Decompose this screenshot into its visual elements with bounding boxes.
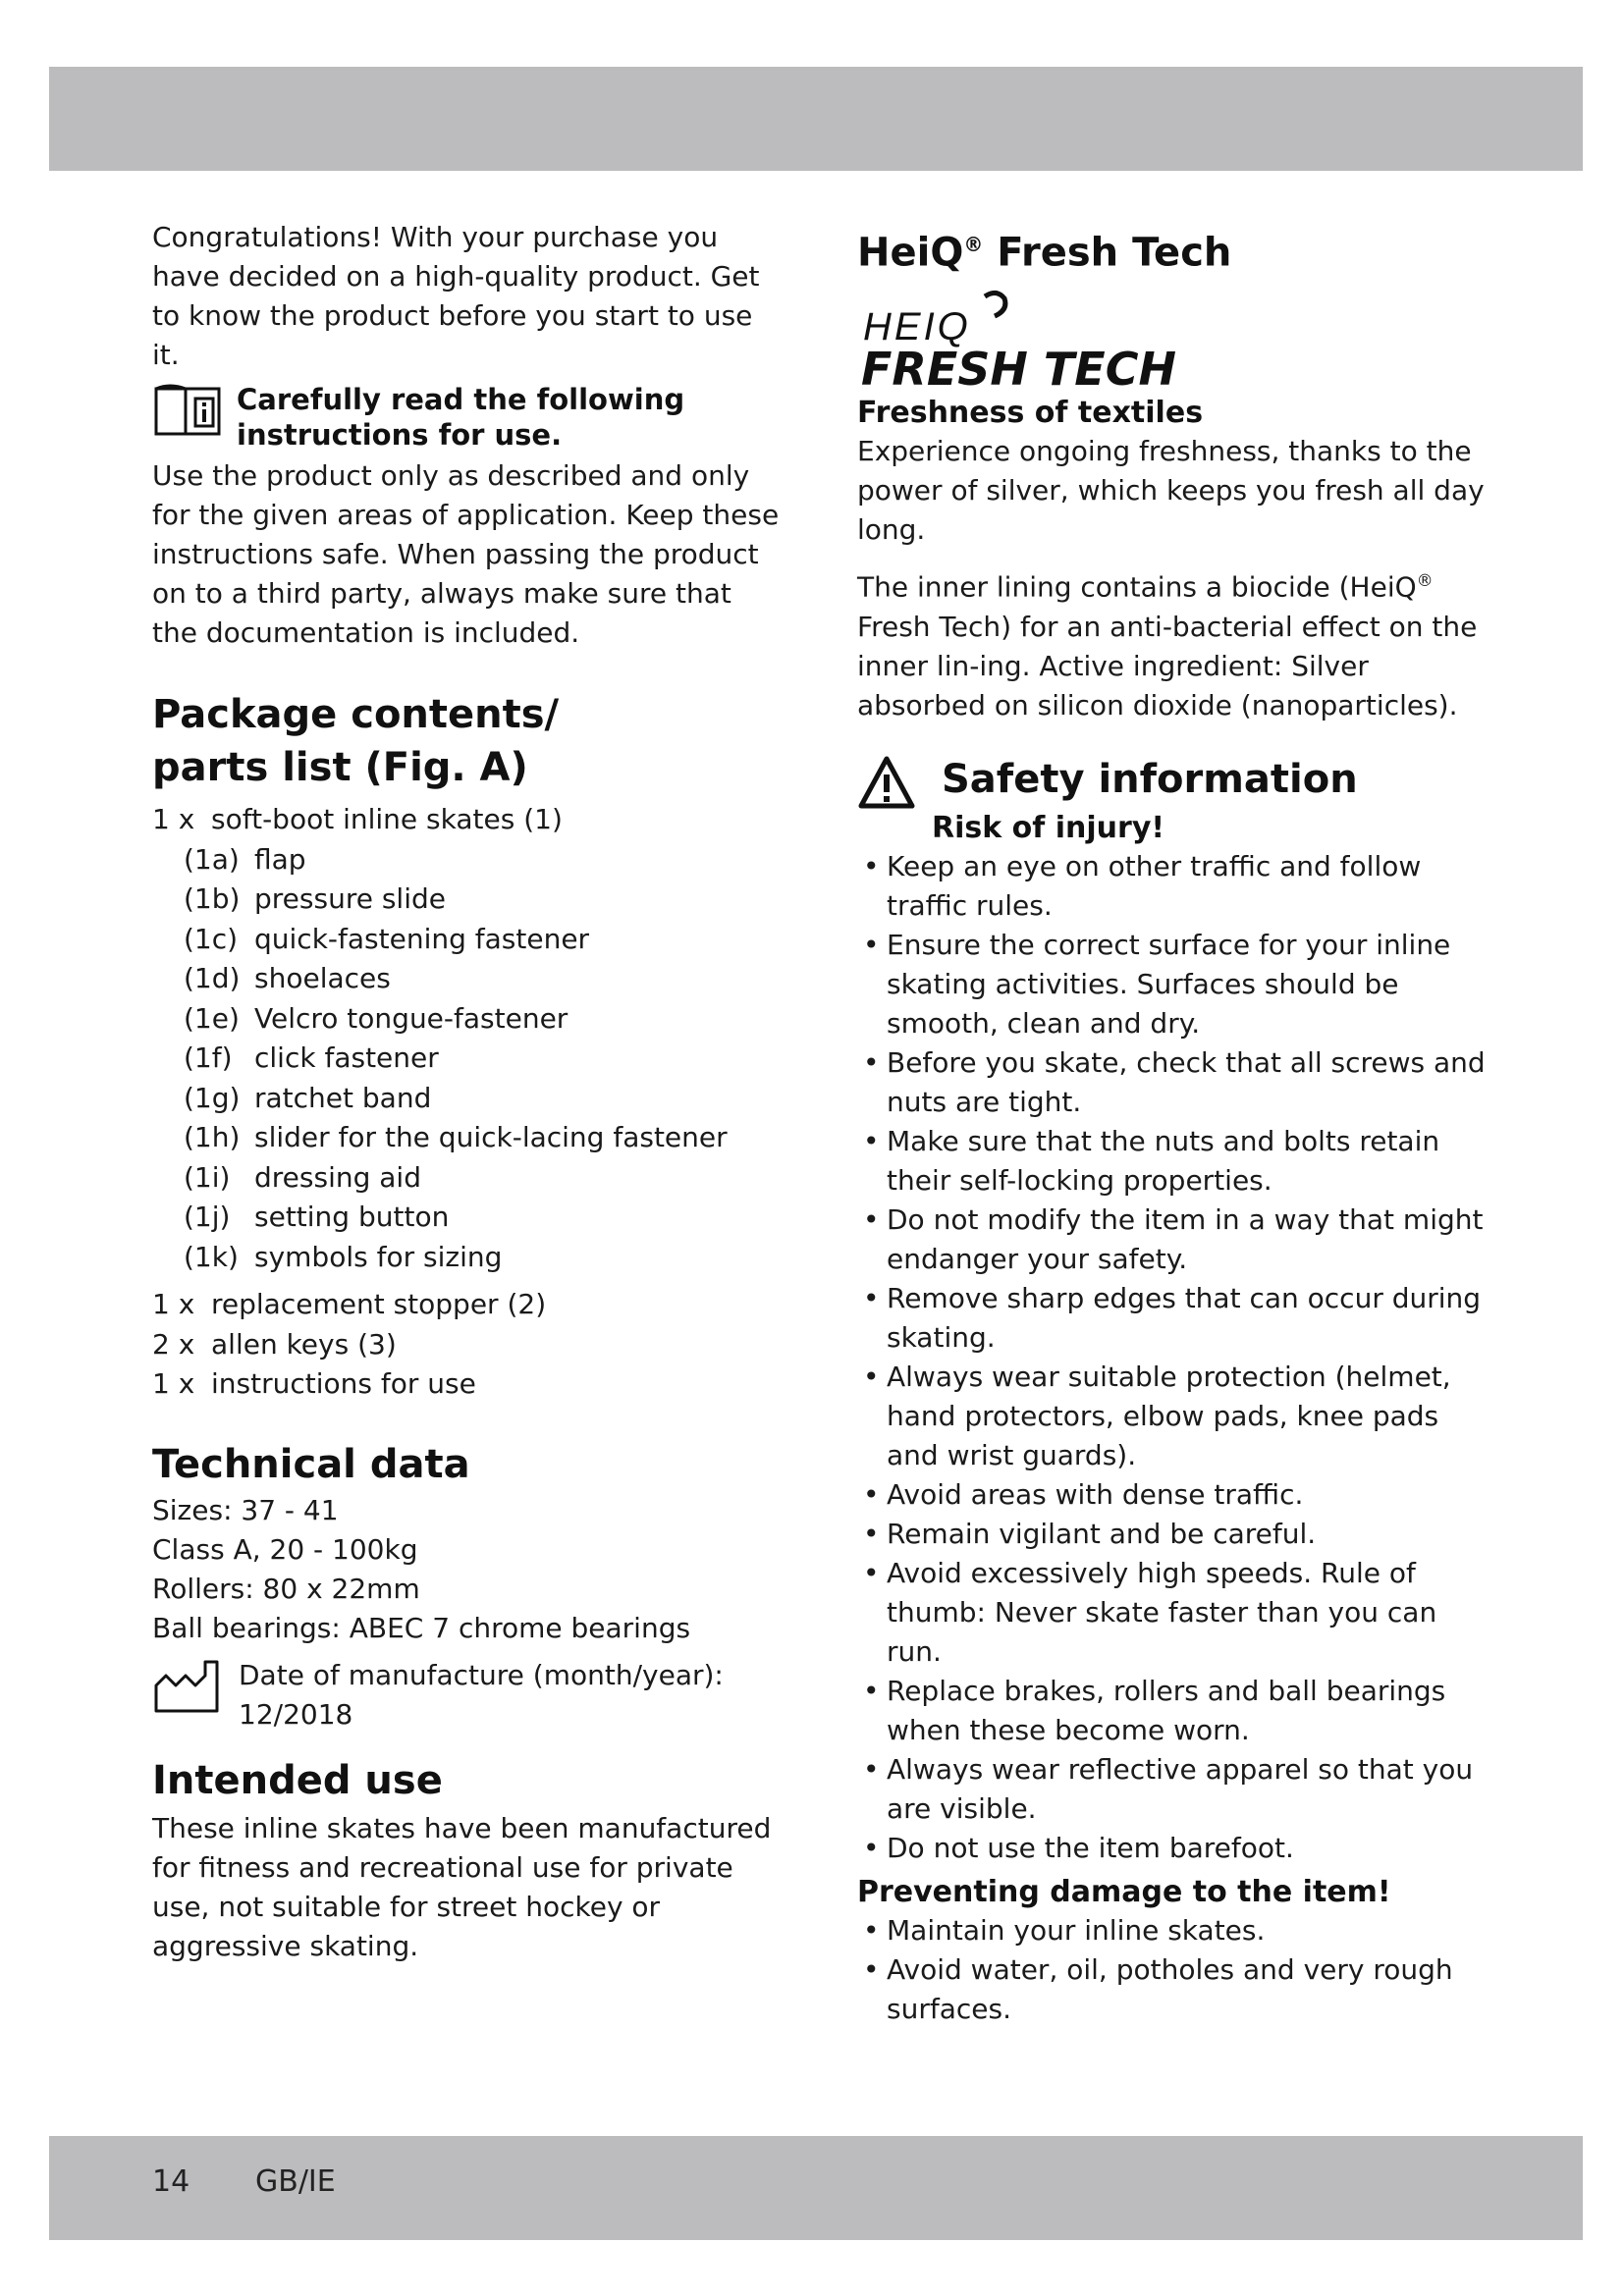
- subpart-row: [152, 999, 781, 1040]
- package-heading-line1: Package contents/: [152, 692, 560, 737]
- other-item-row: [152, 1285, 781, 1325]
- risk-subheading: Risk of injury!: [932, 810, 1165, 845]
- item-qty: 1 x: [152, 1367, 195, 1400]
- damage-item: • Maintain your inline skates.: [857, 1911, 1486, 1950]
- technical-line: Class A, 20 - 100kg: [152, 1532, 418, 1566]
- other-item-row: [152, 1364, 781, 1405]
- subpart-row: [152, 880, 781, 920]
- factory-icon: [152, 1656, 225, 1717]
- parts-list: [152, 800, 781, 1405]
- subpart-code: (1b): [184, 882, 241, 915]
- damage-list: [857, 1911, 1486, 2029]
- left-column: [152, 218, 781, 1966]
- heiq-para1: Experience ongoing freshness, thanks to the power of silver, which keeps you fresh all day long.: [857, 435, 1485, 547]
- subpart-label: flap: [254, 842, 306, 876]
- subpart-row: [152, 1158, 781, 1199]
- subpart-code: (1j): [184, 1201, 231, 1233]
- safety-item: • Remain vigilant and be careful.: [857, 1515, 1486, 1554]
- subpart-code: (1a): [184, 842, 240, 876]
- safety-item: • Always wear suitable protection (helmet, hand protectors, elbow pads, knee pads and wrist guards).: [857, 1358, 1486, 1475]
- damage-item: • Avoid water, oil, potholes and very rough surfaces.: [857, 1950, 1486, 2029]
- technical-section: [152, 1438, 781, 1735]
- technical-lines: [152, 1491, 781, 1648]
- subparts-list: [152, 840, 781, 1278]
- safety-list: [857, 847, 1486, 1868]
- safety-item: • Keep an eye on other traffic and follow traffic rules.: [857, 847, 1486, 926]
- other-item-row: [152, 1325, 781, 1365]
- right-column: [857, 218, 1486, 2029]
- manufacture-date: 12/2018: [239, 1697, 353, 1731]
- subpart-code: (1c): [184, 922, 239, 955]
- package-heading-line2: parts list (Fig. A): [152, 745, 528, 790]
- subpart-row: [152, 959, 781, 999]
- safety-heading: Safety information: [942, 756, 1358, 802]
- safety-item: • Always wear reflective apparel so that you are visible.: [857, 1750, 1486, 1829]
- subpart-code: (1d): [184, 962, 241, 994]
- subpart-label: dressing aid: [254, 1160, 421, 1194]
- manufacture-date-block: [152, 1656, 781, 1735]
- item-qty: 2 x: [152, 1327, 195, 1361]
- subpart-label: symbols for sizing: [254, 1240, 503, 1273]
- technical-heading: Technical data: [152, 1441, 470, 1487]
- subpart-label: slider for the quick-lacing fastener: [254, 1121, 728, 1153]
- safety-item: • Avoid excessively high speeds. Rule of thumb: Never skate faster than you can run.: [857, 1554, 1486, 1672]
- main-item: 1 x soft-boot inline skates (1): [152, 803, 563, 835]
- package-section: [152, 688, 781, 1405]
- safety-item: • Do not use the item barefoot.: [857, 1829, 1486, 1868]
- subpart-code: (1e): [184, 1001, 240, 1035]
- subpart-row: [152, 1238, 781, 1278]
- safety-item: • Make sure that the nuts and bolts retain their self-locking properties.: [857, 1122, 1486, 1201]
- page-number: 14: [152, 2164, 190, 2199]
- subpart-label: quick-fastening fastener: [254, 922, 590, 955]
- subpart-label: shoelaces: [254, 962, 391, 994]
- safety-item: • Before you skate, check that all screws and nuts are tight.: [857, 1043, 1486, 1122]
- subpart-row: [152, 920, 781, 960]
- subpart-code: (1f): [184, 1041, 233, 1074]
- safety-item: • Ensure the correct surface for your inline skating activities. Surfaces should be smooth, clean and dry.: [857, 926, 1486, 1043]
- heiq-para2: The inner lining contains a biocide (HeiQ® Fresh Tech) for an anti-bacterial effect on the inner lin-ing. Active ingredient: Silver absorbed on silicon dioxide (nanoparticles).: [857, 570, 1478, 721]
- subpart-code: (1g): [184, 1081, 241, 1114]
- logo-heiq-text: HEIQ: [863, 305, 971, 349]
- intro-text: Congratulations! With your purchase you have decided on a high-quality product. Get to know the product before you start to use it.: [152, 221, 760, 371]
- manufacture-label: Date of manufacture (month/year):: [239, 1658, 724, 1691]
- read-instructions-note: [152, 379, 781, 453]
- subpart-row: [152, 1198, 781, 1238]
- safety-item: • Do not modify the item in a way that might endanger your safety.: [857, 1201, 1486, 1279]
- subpart-label: Velcro tongue-fastener: [254, 1001, 568, 1035]
- safety-item: • Avoid areas with dense traffic.: [857, 1475, 1486, 1515]
- logo-swirl: [985, 294, 1005, 317]
- manufacture-text: [239, 1656, 724, 1735]
- subpart-row: [152, 1039, 781, 1079]
- other-items-list: [152, 1285, 781, 1405]
- subpart-row: [152, 840, 781, 881]
- safety-item: • Replace brakes, rollers and ball bearings when these become worn.: [857, 1672, 1486, 1750]
- header-band: [49, 67, 1583, 171]
- item-label: replacement stopper (2): [211, 1288, 547, 1320]
- subpart-label: pressure slide: [254, 882, 446, 915]
- subpart-code: (1h): [184, 1121, 241, 1153]
- note-title: Carefully read the following instructions for use.: [237, 383, 685, 452]
- intended-heading: Intended use: [152, 1757, 443, 1803]
- subpart-code: (1k): [184, 1240, 239, 1273]
- safety-header: [857, 753, 1486, 810]
- warning-triangle-icon: [857, 755, 916, 810]
- subpart-row: [152, 1079, 781, 1119]
- technical-line: Sizes: 37 - 41: [152, 1493, 339, 1526]
- heiq-heading: HeiQ® Fresh Tech: [857, 230, 1232, 276]
- locale-code: GB/IE: [255, 2164, 336, 2199]
- technical-line: Ball bearings: ABEC 7 chrome bearings: [152, 1611, 691, 1644]
- technical-line: Rollers: 80 x 22mm: [152, 1572, 420, 1605]
- subpart-label: ratchet band: [254, 1081, 432, 1114]
- safety-section: [857, 753, 1486, 2029]
- subpart-label: setting button: [254, 1201, 450, 1233]
- intended-text: These inline skates have been manufactured for fitness and recreational use for private use, not suitable for street hockey or aggressive skating.: [152, 1811, 772, 1962]
- subpart-row: [152, 1118, 781, 1158]
- safety-item: • Remove sharp edges that can occur during skating.: [857, 1279, 1486, 1358]
- item-label: instructions for use: [211, 1367, 476, 1400]
- subpart-code: (1i): [184, 1160, 231, 1194]
- subpart-label: click fastener: [254, 1041, 439, 1074]
- intro-body: Use the product only as described and only for the given areas of application. Keep these instructions safe. When passing the product on to a third party, always make sure that the documentation is included.: [152, 459, 780, 649]
- heiq-fresh-tech-logo: [857, 285, 1250, 393]
- item-qty: 1 x: [152, 1288, 195, 1320]
- freshness-subheading: Freshness of textiles: [857, 396, 1204, 431]
- manual-info-icon: [152, 379, 223, 440]
- damage-heading: Preventing damage to the item!: [857, 1874, 1391, 1909]
- item-label: allen keys (3): [211, 1327, 397, 1361]
- intended-section: [152, 1754, 781, 1966]
- logo-fresh-tech-text: FRESH TECH: [861, 343, 1176, 394]
